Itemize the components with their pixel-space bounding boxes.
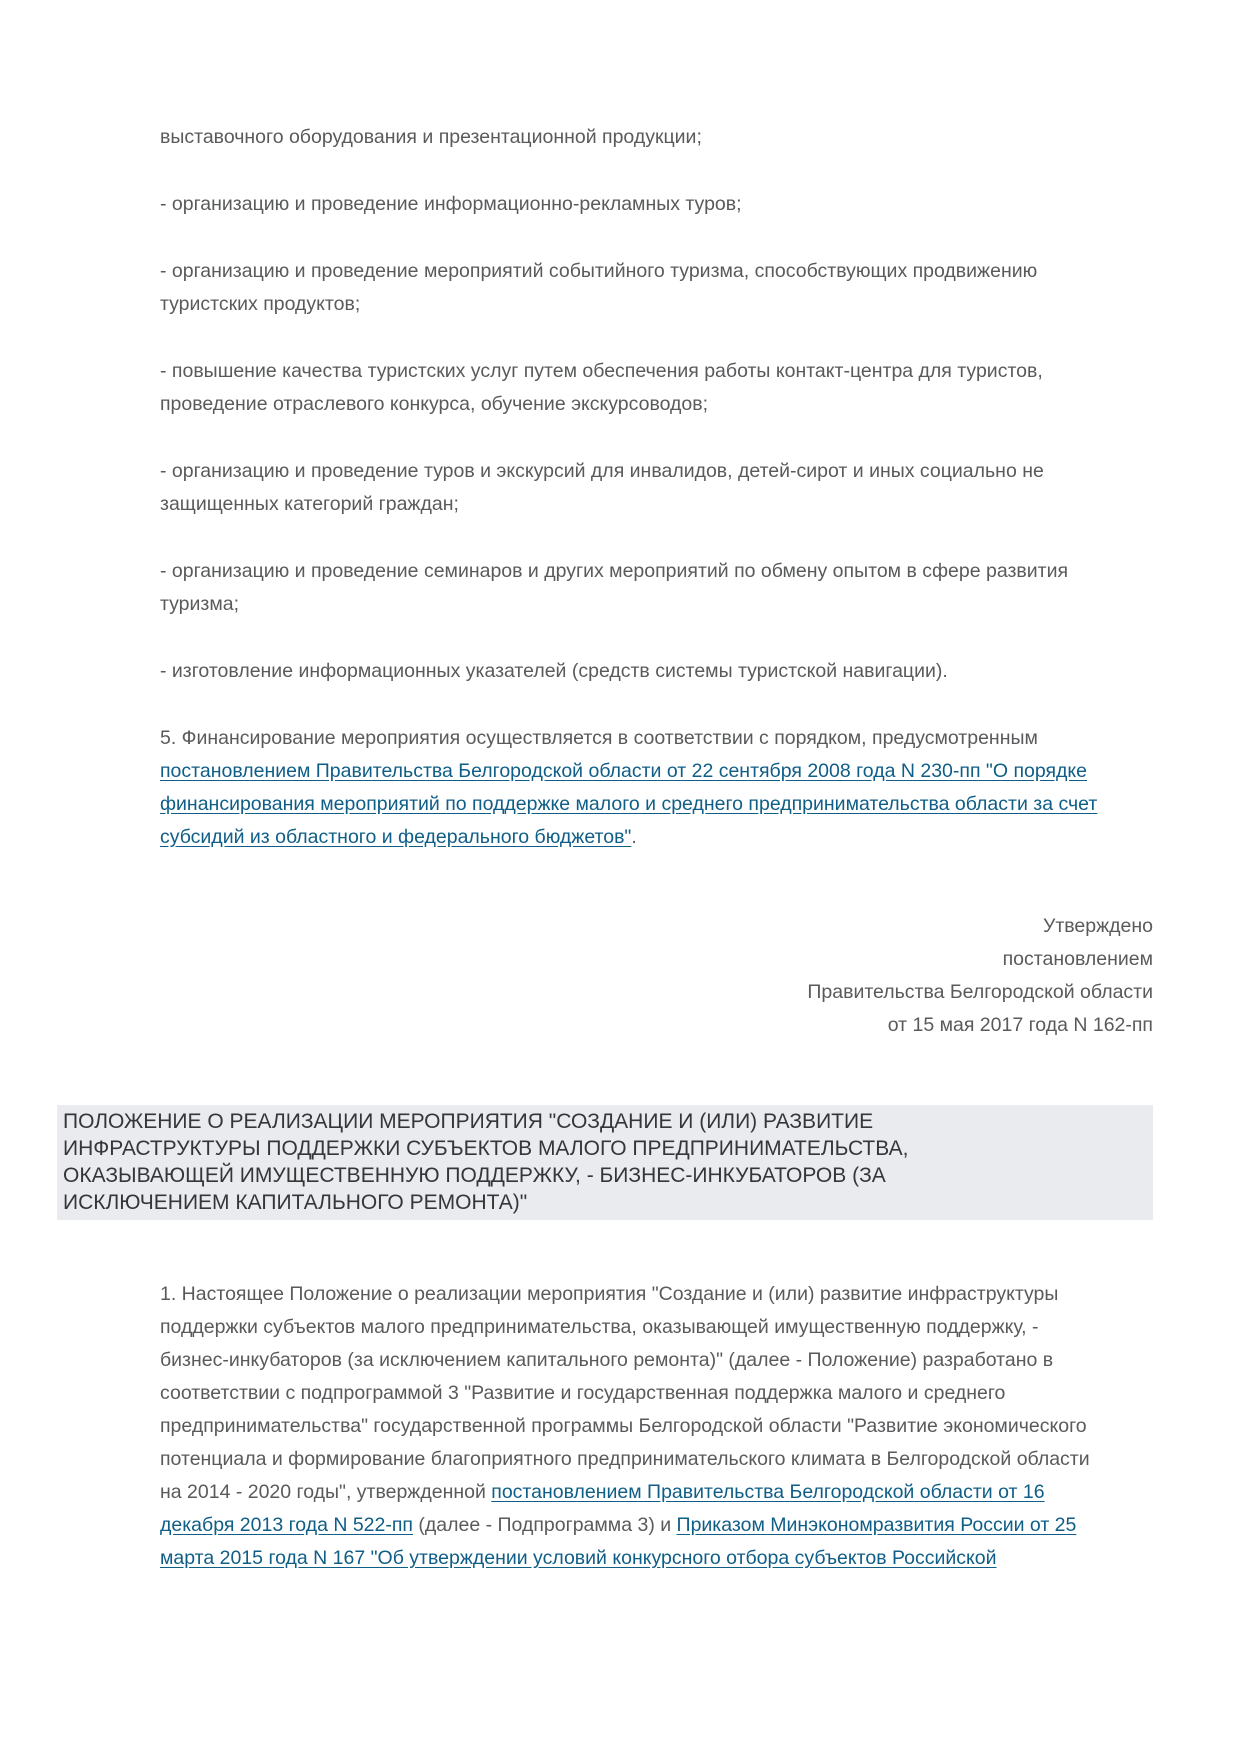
approval-line: от 15 мая 2017 года N 162-пп xyxy=(887,1014,1153,1036)
paragraph-text: - организацию и проведение мероприятий событийного туризма, способствующих продвижению туристских продуктов; xyxy=(160,260,1038,315)
approval-line: Утверждено xyxy=(1042,915,1153,937)
paragraph xyxy=(160,188,1100,221)
paragraph xyxy=(160,555,1100,621)
section-heading xyxy=(57,1105,1153,1220)
paragraph-text: - организацию и проведение информационно-рекламных туров; xyxy=(160,193,742,215)
paragraph-text: - организацию и проведение семинаров и других мероприятий по обмену опытом в сфере развития туризма; xyxy=(160,560,1069,615)
paragraph xyxy=(160,121,1100,154)
paragraph-text: - изготовление информационных указателей (средств системы туристской навигации). xyxy=(160,660,948,682)
paragraph-text: - организацию и проведение туров и экскурсий для инвалидов, детей-сирот и иных социально не защищенных категорий граждан; xyxy=(160,460,1044,515)
paragraph xyxy=(160,722,1100,854)
paragraph-text: 1. Настоящее Положение о реализации мероприятия "Создание и (или) развитие инфраструктуры поддержки субъектов малого предпринимательства, оказывающей имущественную поддержку, - бизнес-инкубаторов (за исключением капитального ремонта)" (далее - Положение) разработано в соответствии с подпрограммой 3 "Развитие и государственная поддержка малого и среднего предпринимательства" государственной программы Белгородской области "Развитие экономического потенциала и формирование благоприятного предпринимательского климата в Белгородской области на 2014 - 2020 годы", утвержденной xyxy=(160,1283,1090,1503)
paragraph xyxy=(160,455,1100,521)
paragraph xyxy=(160,655,1100,688)
paragraph-text: 5. Финансирование мероприятия осуществляется в соответствии с порядком, предусмотренным xyxy=(160,727,1038,749)
section-heading-line: ИСКЛЮЧЕНИЕМ КАПИТАЛЬНОГО РЕМОНТА)" xyxy=(63,1191,528,1214)
paragraph-text: . xyxy=(631,826,637,848)
document-link[interactable]: постановлением Правительства Белгородской области от 16 декабря 2013 года N 522-пп xyxy=(160,1481,1045,1536)
paragraph xyxy=(160,355,1100,421)
paragraph-text: (далее - Подпрограмма 3) и xyxy=(413,1514,677,1536)
section-heading-line: ИНФРАСТРУКТУРЫ ПОДДЕРЖКИ СУБЪЕКТОВ МАЛОГО ПРЕДПРИНИМАТЕЛЬСТВА, xyxy=(63,1137,909,1160)
paragraph xyxy=(160,1278,1100,1575)
approval-line: постановлением xyxy=(1002,948,1153,970)
document-link[interactable]: Приказом Минэкономразвития России от 25 марта 2015 года N 167 "Об утверждении условий конкурсного отбора субъектов Российской xyxy=(160,1514,1077,1569)
paragraph-text: выставочного оборудования и презентационной продукции; xyxy=(160,126,702,148)
paragraph-text: - повышение качества туристских услуг путем обеспечения работы контакт-центра для туристов, проведение отраслевого конкурса, обучение экскурсоводов; xyxy=(160,360,1043,415)
section-heading-line: ОКАЗЫВАЮЩЕЙ ИМУЩЕСТВЕННУЮ ПОДДЕРЖКУ, - БИЗНЕС-ИНКУБАТОРОВ (ЗА xyxy=(63,1164,886,1187)
section-heading-line: ПОЛОЖЕНИЕ О РЕАЛИЗАЦИИ МЕРОПРИЯТИЯ "СОЗДАНИЕ И (ИЛИ) РАЗВИТИЕ xyxy=(63,1110,874,1133)
approval-line: Правительства Белгородской области xyxy=(807,981,1153,1003)
paragraph xyxy=(160,255,1100,321)
approval-block xyxy=(57,910,1153,1042)
document-link[interactable]: постановлением Правительства Белгородской области от 22 сентября 2008 года N 230-пп "О порядке финансирования мероприятий по поддержке малого и среднего предпринимательства области за счет субсидий из областного и федерального бюджетов" xyxy=(160,760,1098,848)
